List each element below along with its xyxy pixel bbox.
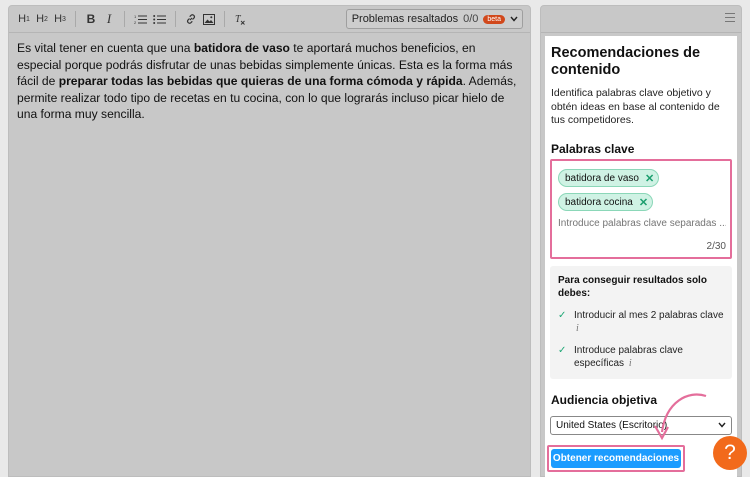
editor-toolbar: [9, 6, 530, 33]
toolbar-divider: [224, 11, 225, 27]
keyword-tag: [558, 193, 653, 211]
tip-item: [558, 309, 724, 335]
image-icon: [203, 14, 215, 25]
clear-format-icon: [234, 13, 246, 25]
toolbar-divider: [75, 11, 76, 27]
clear-format-button[interactable]: [231, 10, 249, 28]
bold-button[interactable]: B: [86, 12, 96, 26]
help-button[interactable]: ?: [713, 436, 747, 470]
tip-text: Introducir al mes 2 palabras clave: [574, 310, 724, 321]
image-button[interactable]: [200, 10, 218, 28]
keywords-box[interactable]: [550, 159, 732, 259]
panel-title: Recomendaciones de contenido: [551, 45, 701, 78]
chevron-down-icon: [510, 14, 518, 24]
editor-bold-text: batidora de vaso: [193, 41, 290, 55]
svg-text:2: 2: [134, 19, 137, 25]
editor-text: . Además, permite realizar todo tipo de recetas en tu cocina, con lo que lograrás incluso picar hielo de una forma muy sencilla.: [17, 74, 517, 122]
info-icon[interactable]: i: [628, 358, 632, 369]
keyword-input[interactable]: [558, 218, 726, 229]
get-recommendations-button[interactable]: Obtener recomendaciones: [551, 449, 681, 468]
italic-button[interactable]: I: [106, 11, 112, 26]
tip-text: Introduce palabras clave específicas: [574, 345, 683, 369]
list-ol-icon: [134, 14, 147, 25]
svg-text:T: T: [235, 14, 241, 25]
keyword-tag-label: batidora cocina: [565, 196, 633, 208]
keyword-tag: [558, 169, 659, 187]
menu-icon[interactable]: [725, 13, 735, 25]
link-button[interactable]: [182, 10, 200, 28]
arrow-icon: [640, 390, 720, 450]
problems-count: 0/0: [463, 13, 479, 25]
heading-3-button[interactable]: H 3: [54, 13, 66, 25]
close-icon[interactable]: ✕: [644, 172, 655, 185]
panel-header: [541, 6, 741, 33]
link-icon: [185, 13, 197, 25]
problems-dropdown[interactable]: [346, 9, 523, 29]
tip-item: [558, 344, 724, 370]
check-icon: ✓: [558, 310, 567, 321]
info-icon[interactable]: i: [576, 323, 579, 334]
editor-text: Es vital tener en cuenta que una: [17, 41, 194, 55]
editor-bold-text: preparar todas las bebidas que quieras de una forma cómoda y rápida: [58, 74, 463, 89]
heading-1-button[interactable]: H 1: [18, 13, 30, 25]
keywords-title: Palabras clave: [551, 141, 635, 156]
audience-title: Audiencia objetiva: [551, 393, 658, 407]
close-icon[interactable]: ✕: [638, 196, 649, 209]
beta-badge: beta: [483, 15, 505, 24]
audience-value: United States (Escritorio): [556, 420, 668, 431]
editor-content[interactable]: [9, 33, 530, 130]
editor-panel: [8, 5, 531, 477]
list-ul-icon: [153, 14, 166, 25]
ordered-list-button[interactable]: [131, 10, 150, 28]
tips-title: Para conseguir resultados solo debes:: [558, 275, 707, 299]
tips-box: [550, 266, 732, 379]
heading-2-button[interactable]: H 2: [36, 13, 48, 25]
toolbar-divider: [175, 11, 176, 27]
svg-text:1: 1: [134, 13, 137, 19]
unordered-list-button[interactable]: [150, 10, 169, 28]
problems-label: Problemas resaltados: [351, 13, 459, 25]
keyword-tag-label: batidora de vaso: [565, 172, 639, 184]
check-icon: ✓: [558, 345, 567, 356]
panel-description: Identifica palabras clave objetivo y obtén ideas en base al contenido de tus competidores.: [551, 87, 720, 126]
editor-text: te aportará muchos beneficios, en especial porque podrás disfrutar de unas bebidas simplemente únicas. Esta es la forma más fácil de: [17, 41, 513, 89]
toolbar-divider: [124, 11, 125, 27]
keyword-count: 2/30: [706, 241, 726, 252]
